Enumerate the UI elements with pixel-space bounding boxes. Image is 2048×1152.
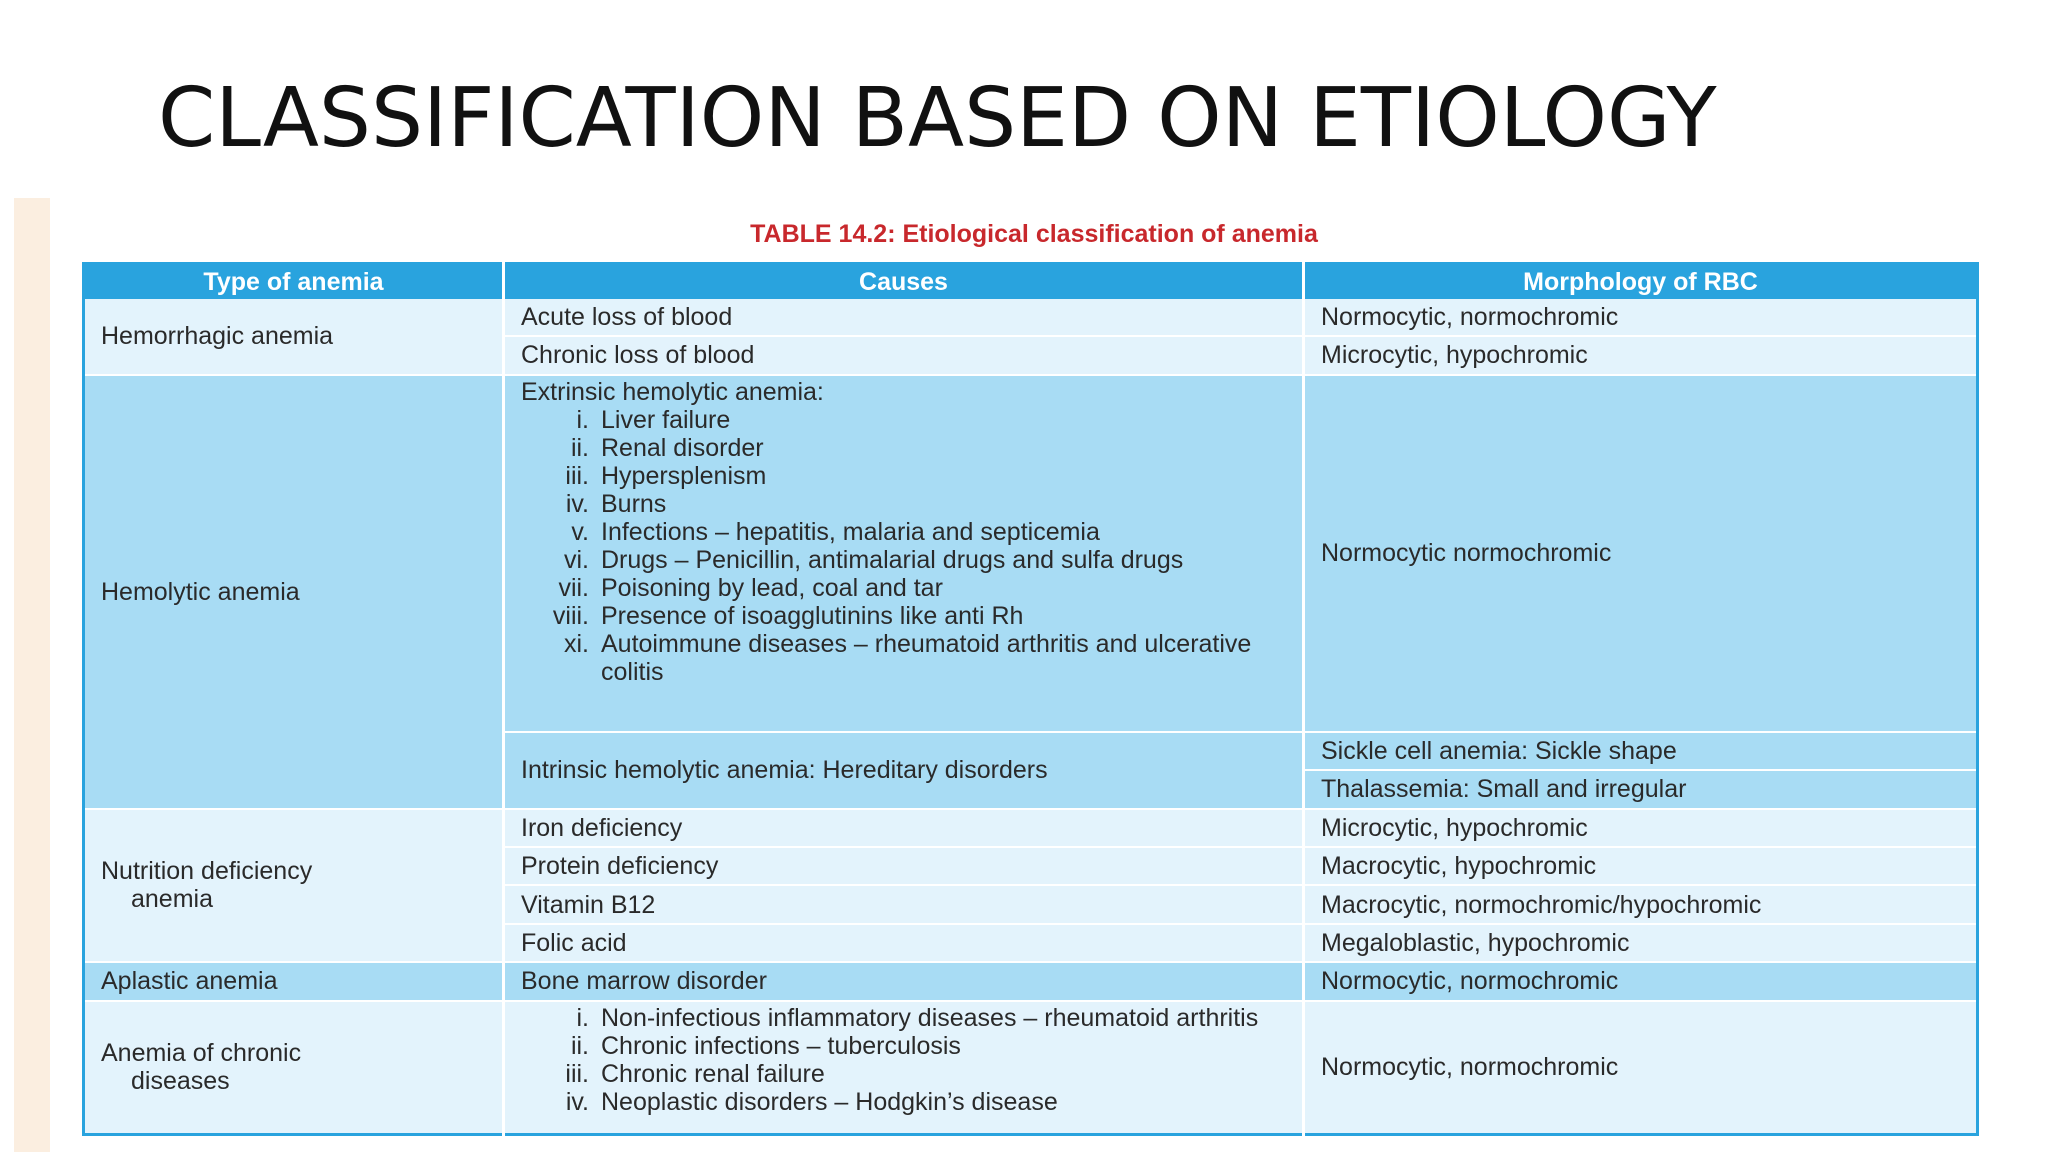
list-item: vi. Drugs – Penicillin, antimalarial drugs and sulfa drugs [564, 545, 1184, 574]
morphology-cell: Macrocytic, hypochromic [1304, 847, 1978, 885]
header-type: Type of anemia [84, 264, 504, 300]
cause-cell: Folic acid [504, 924, 1304, 962]
list-item: vii. Poisoning by lead, coal and tar [558, 573, 943, 602]
morphology-cell: Normocytic, normochromic [1304, 299, 1978, 336]
type-aplastic: Aplastic anemia [84, 962, 504, 1000]
type-nutrition: Nutrition deficiency anemia [84, 809, 504, 963]
chronic-list [521, 1004, 1286, 1116]
cause-cell: Chronic loss of blood [504, 336, 1304, 374]
table-row [84, 375, 1978, 732]
cause-cell: Acute loss of blood [504, 299, 1304, 336]
cause-cell: Vitamin B12 [504, 885, 1304, 923]
list-item: iv. Burns [565, 489, 667, 518]
table-caption: TABLE 14.2: Etiological classification of anemia [750, 220, 1318, 248]
extrinsic-heading: Extrinsic hemolytic anemia: [521, 377, 824, 406]
list-item: ii. Renal disorder [570, 433, 764, 462]
etiology-table [82, 262, 1979, 1136]
header-causes: Causes [504, 264, 1304, 300]
cause-cell-chronic [504, 1001, 1304, 1135]
morphology-cell: Microcytic, hypochromic [1304, 336, 1978, 374]
table-row [84, 299, 1978, 336]
extrinsic-list [521, 406, 1286, 686]
morphology-cell: Normocytic normochromic [1304, 375, 1978, 732]
table-row [84, 962, 1978, 1000]
list-item: i. Liver failure [576, 405, 731, 434]
table-header-row [84, 264, 1978, 300]
slide-title: CLASSIFICATION BASED ON ETIOLOGY [158, 71, 1717, 166]
list-item: iii. Chronic renal failure [565, 1059, 825, 1088]
accent-bar [14, 198, 50, 1152]
morphology-cell: Megaloblastic, hypochromic [1304, 924, 1978, 962]
table-row [84, 809, 1978, 847]
list-item: viii. Presence of isoagglutinins like anti Rh [552, 601, 1024, 630]
cause-cell-extrinsic [504, 375, 1304, 732]
cause-cell: Protein deficiency [504, 847, 1304, 885]
morphology-cell: Macrocytic, normochromic/hypochromic [1304, 885, 1978, 923]
morphology-cell: Microcytic, hypochromic [1304, 809, 1978, 847]
list-item: iii. Hypersplenism [565, 461, 767, 490]
list-item: i. Non-infectious inflammatory diseases – rheumatoid arthritis [576, 1003, 1259, 1032]
type-chronic: Anemia of chronic diseases [84, 1001, 504, 1135]
morphology-cell: Thalassemia: Small and irregular [1304, 770, 1978, 808]
header-morphology: Morphology of RBC [1304, 264, 1978, 300]
list-item: iv. Neoplastic disorders – Hodgkin’s disease [565, 1087, 1058, 1116]
morphology-cell: Normocytic, normochromic [1304, 962, 1978, 1000]
morphology-cell: Normocytic, normochromic [1304, 1001, 1978, 1135]
table-row [84, 1001, 1978, 1135]
morphology-cell: Sickle cell anemia: Sickle shape [1304, 732, 1978, 770]
list-item: xi. Autoimmune diseases – rheumatoid arthritis and ulcerative colitis [564, 629, 1252, 686]
list-item: ii. Chronic infections – tuberculosis [570, 1031, 961, 1060]
cause-cell: Iron deficiency [504, 809, 1304, 847]
cause-cell-intrinsic: Intrinsic hemolytic anemia: Hereditary disorders [504, 732, 1304, 809]
type-hemorrhagic: Hemorrhagic anemia [84, 299, 504, 375]
type-hemolytic: Hemolytic anemia [84, 375, 504, 809]
list-item: v. Infections – hepatitis, malaria and septicemia [571, 517, 1100, 546]
cause-cell: Bone marrow disorder [504, 962, 1304, 1000]
